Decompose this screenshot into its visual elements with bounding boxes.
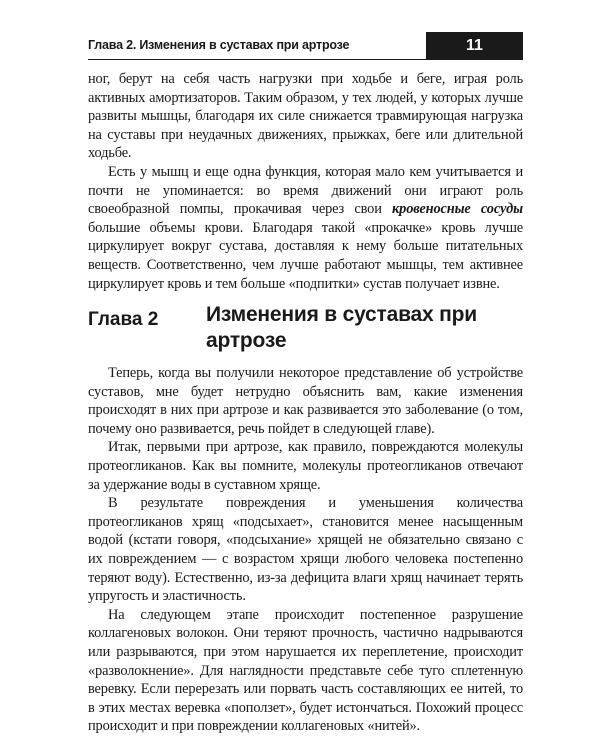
text-block-top (88, 70, 523, 293)
paragraph: В результате повреждения и уменьшения количества протеогликанов хрящ «подсыхает», становится менее насыщенным водой (кстати говоря, «подсыхание» хрящей не обязательно связано с их повреждением — с возрастом хрящи любого человека постепенно теряют воду). Естественно, из-за дефицита влаги хрящ начинает терять упругость и эластичность. (88, 495, 523, 605)
paragraph: Итак, первыми при артрозе, как правило, повреждаются молекулы протеогликанов. Как вы помните, молекулы протеогликанов отвечают за удержание воды в суставном хряще. (88, 439, 523, 493)
chapter-title: Изменения в суставах при артрозе (206, 303, 477, 352)
running-header-title: Глава 2. Изменения в суставах при артрозе (88, 38, 350, 52)
paragraph: Теперь, когда вы получили некоторое представление об устройстве суставов, мне будет нетрудно объяснить вам, какие изменения происходят в них при артрозе и как развивается это заболевание (о том, почему оно развивается, речь пойдет в следующей главе). (88, 365, 523, 437)
paragraph: На следующем этапе происходит постепенное разрушение коллагеновых волокон. Они теряют прочность, частично надрываются или разрываются, при этом нарушается их переплетение, происходит «разволокнение». Для наглядности представьте себе туго сплетенную веревку. Если перерезать или порвать часть составляющих ее нитей, то в этих местах веревка «поползет», будет истончаться. Похожий процесс происходит и при повреждении коллагеновых «нитей». (88, 606, 523, 735)
keyword-emphasis: кровеносные сосуды (392, 201, 523, 218)
paragraph-text: Есть у мышц и еще одна функция, которая мало кем учитывается и почти не упоминается: во время движений они играют роль своеобразной помпы, прокачивая через свои (88, 163, 523, 218)
text-block-body (88, 364, 523, 736)
running-header (88, 32, 523, 60)
chapter-label: Глава 2 (88, 309, 159, 330)
paragraph-muscle-pump (88, 163, 523, 293)
paragraph-continued: ног, берут на себя часть нагрузки при ходьбе и беге, играя роль активных амортизаторов. Таким образом, у тех людей, у которых лучше развиты мышцы, благодаря их силе снижается травмирующая нагрузка на суставы при неудачных движениях, прыжках, беге или длительной ходьбе. (88, 71, 523, 162)
page-number: 11 (426, 32, 523, 59)
paragraph-text: большие объемы крови. Благодаря такой «прокачке» кровь лучше циркулирует вокруг сустава, доставляя к нему больше питательных веществ. Соответственно, чем лучше работают мышцы, тем активнее циркулирует кровь и тем больше «подпитки» сустав получает извне. (88, 219, 523, 292)
